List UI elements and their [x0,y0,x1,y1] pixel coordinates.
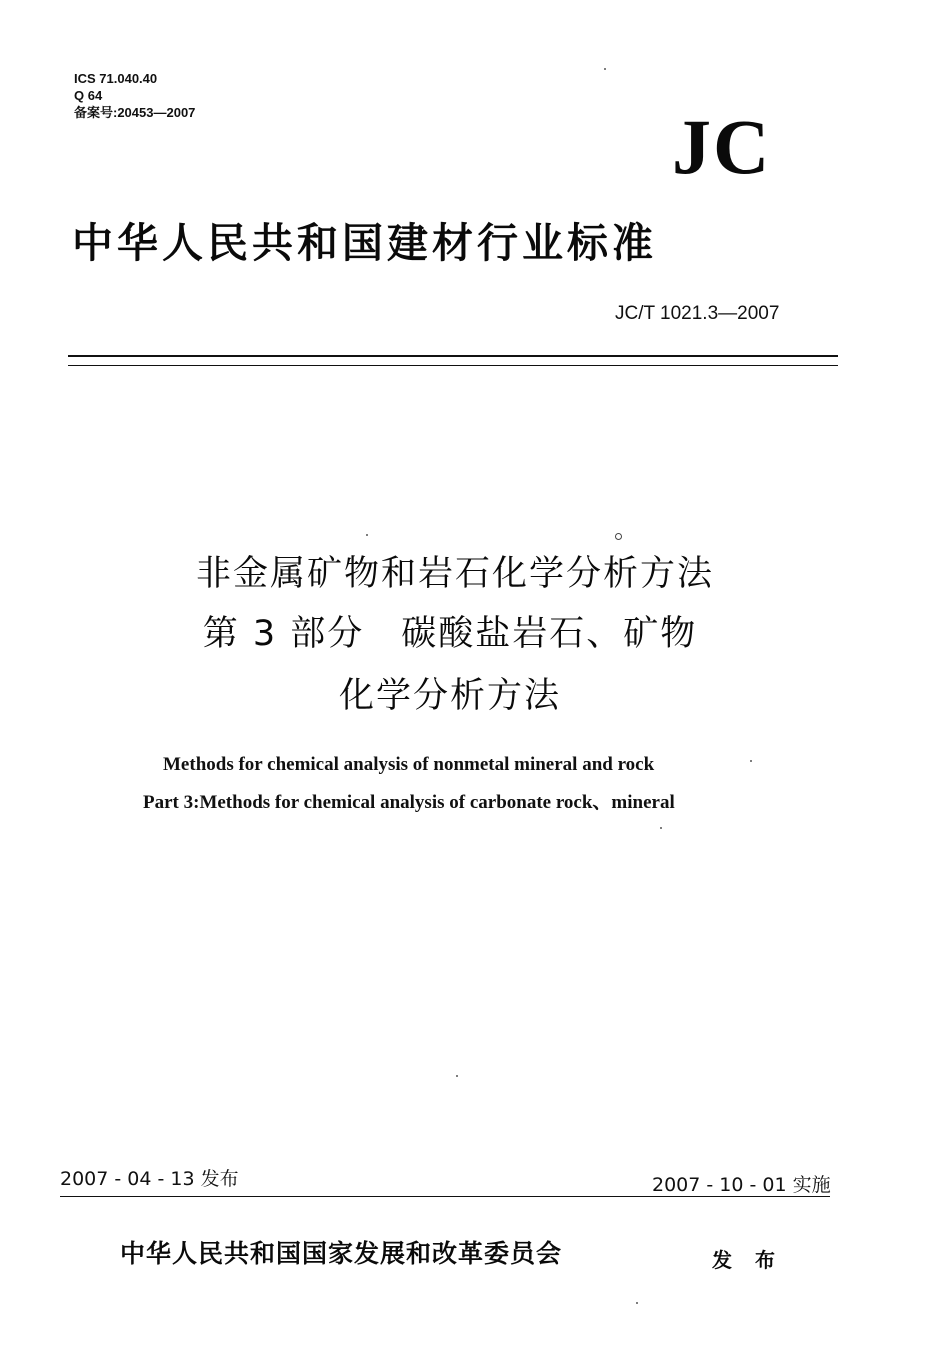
footer-rule [60,1196,830,1197]
issue-date: 2007 - 04 - 13 发布 [60,1168,239,1190]
scan-speck [636,1302,638,1304]
org-title: 中华人民共和国建材行业标准 [72,219,657,267]
issuer-verb: 发 布 [712,1248,783,1272]
header-rule-thin [68,365,838,366]
title-cn-line1: 非金属矿物和岩石化学分析方法 [195,554,714,594]
scan-speck [456,1075,458,1077]
issuer-name: 中华人民共和国国家发展和改革委员会 [120,1239,563,1268]
title-en-line2: Part 3:Methods for chemical analysis of carbonate rock、mineral [143,792,675,813]
filing-number: 备案号:20453—2007 [74,105,196,120]
implementation-date: 2007 - 10 - 01 实施 [652,1174,831,1196]
header-rule [68,355,838,357]
title-cn-line2: 第 3 部分 碳酸盐岩石、矿物 [202,614,698,654]
standard-number: JC/T 1021.3—2007 [615,303,780,324]
scan-speck [604,68,606,70]
ccs-code: Q 64 [74,88,103,103]
ics-code: ICS 71.040.40 [74,71,158,86]
scan-speck [366,534,368,536]
scan-speck [660,827,662,829]
jc-logo: JC [672,103,772,190]
title-en-line1: Methods for chemical analysis of nonmetal mineral and rock [163,754,655,775]
title-cn-line3: 化学分析方法 [338,676,561,716]
scan-speck [615,533,622,540]
scan-speck [750,760,752,762]
